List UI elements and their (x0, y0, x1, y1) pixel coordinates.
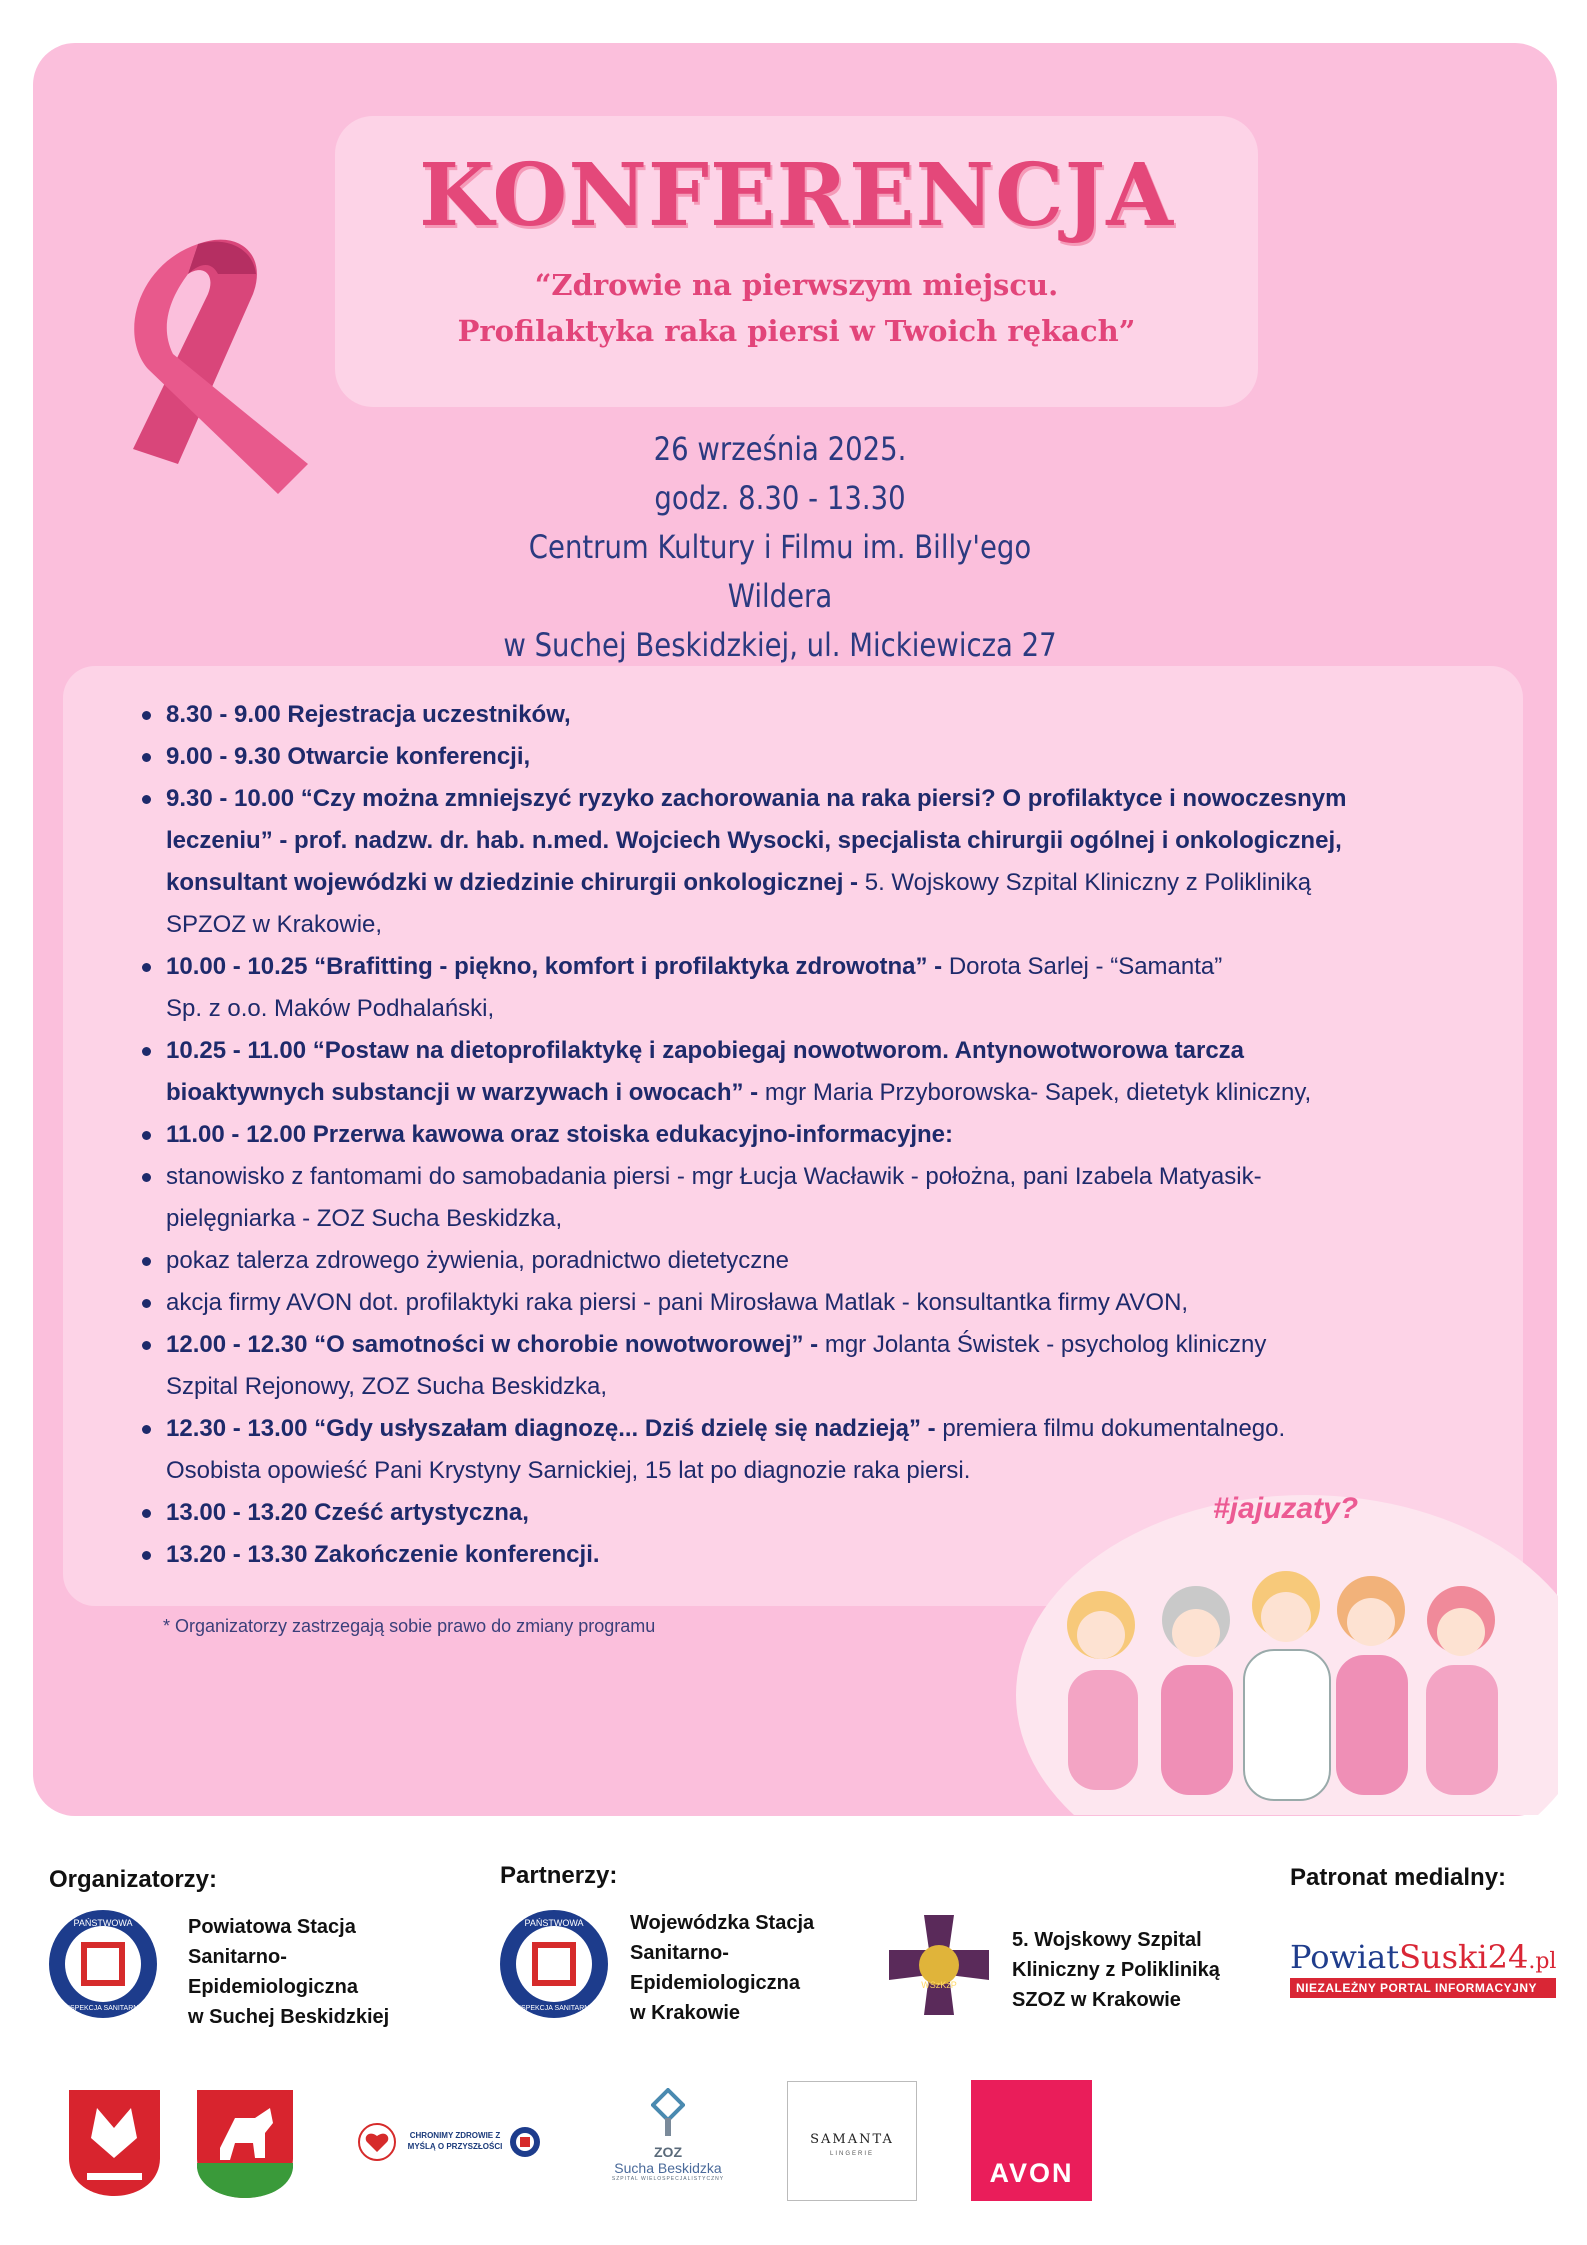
partner-2-text: 5. Wojskowy Szpital Kliniczny z Polikliniką SZOZ w Krakowie (1012, 1929, 1220, 2011)
agenda-item: 13.00 - 13.20 Cześć artystyczna, (166, 1492, 1511, 1534)
agenda-list (166, 666, 1511, 1576)
coat-of-arms-horse-icon (195, 2088, 295, 2200)
agenda-item-continuation: leczeniu” - prof. nadzw. dr. hab. n.med. Wojciech Wysocki, specjalista chirurgii ogólnej i onkologicznej, (166, 827, 1342, 854)
agenda-item: 12.00 - 12.30 “O samotności w chorobie nowotworowej” - mgr Jolanta Świstek - psycholog kliniczny (166, 1324, 1511, 1366)
agenda-item: 9.00 - 9.30 Otwarcie konferencji, (166, 736, 1511, 778)
zoz-emblem-icon (651, 2088, 685, 2138)
agenda-item-continuation: bioaktywnych substancji w warzywach i owocach” - mgr Maria Przyborowska- Sapek, dietetyk kliniczny, (166, 1079, 1312, 1106)
title-panel (335, 116, 1258, 407)
agenda-panel (63, 666, 1523, 1606)
pink-ribbon-icon (78, 234, 368, 534)
agenda-item: 10.25 - 11.00 “Postaw na dietoprofilaktykę i zapobiegaj nowotworom. Antynowotworowa tarcza (166, 1030, 1511, 1072)
event-date: 26 września 2025. (653, 430, 907, 468)
agenda-item: pokaz talerza zdrowego żywienia, poradnictwo dietetyczne (166, 1240, 1511, 1282)
agenda-item: 8.30 - 9.00 Rejestracja uczestników, (166, 694, 1511, 736)
agenda-item-continuation: Osobista opowieść Pani Krystyny Sarnickiej, 15 lat po diagnozie raka piersi. (166, 1457, 971, 1484)
svg-text:WSzKzP: WSzKzP (921, 1980, 957, 1990)
svg-text:INSPEKCJA SANITARNA: INSPEKCJA SANITARNA (62, 2005, 144, 2012)
sanitary-inspection-badge-icon (498, 1908, 610, 2020)
avon-logo: AVON (971, 2080, 1092, 2201)
women-group-illustration (1006, 1495, 1558, 1815)
agenda-item: 12.30 - 13.00 “Gdy usłyszałam diagnozę... Dziś dzielę się nadzieją” - premiera filmu dokumentalnego. (166, 1408, 1511, 1450)
zoz-sucha-logo: ZOZ Sucha Beskidzka SZPITAL WIELOSPECJALISTYCZNY (603, 2088, 733, 2182)
hashtag-label: #jajuzaty? (1213, 1492, 1359, 1525)
chronimy-zdrowie-logo: CHRONIMY ZDROWIE Z MYŚLĄ O PRZYSZŁOŚCI (357, 2122, 541, 2162)
heart-hands-icon (357, 2122, 397, 2162)
subtitle-line-2: Profilaktyka raka piersi w Twoich rękach” (457, 314, 1136, 348)
event-time: godz. 8.30 - 13.30 (654, 479, 906, 517)
agenda-item: 9.30 - 10.00 “Czy można zmniejszyć ryzyko zachorowania na raka piersi? O profilaktyce i nowoczesnym (166, 778, 1511, 820)
sanitary-inspection-badge-icon (47, 1908, 159, 2020)
agenda-item-continuation: konsultant wojewódzki w dziedzinie chirurgii onkologicznej - 5. Wojskowy Szpital Kliniczny z Polikliniką (166, 869, 1312, 896)
agenda-item-continuation: Sp. z o.o. Maków Podhalański, (166, 995, 495, 1022)
agenda-item: 11.00 - 12.00 Przerwa kawowa oraz stoiska edukacyjno-informacyjne: (166, 1114, 1511, 1156)
partner-1-text: Wojewódzka Stacja Sanitarno- Epidemiologiczna w Krakowie (630, 1912, 815, 2024)
event-venue-line-1: Centrum Kultury i Filmu im. Billy'ego Wildera (528, 528, 1032, 615)
agenda-item: akcja firmy AVON dot. profilaktyki raka piersi - pani Mirosława Matlak - konsultantka firmy AVON, (166, 1282, 1511, 1324)
coat-of-arms-eagle-icon (67, 2088, 162, 2198)
agenda-item-continuation: Szpital Rejonowy, ZOZ Sucha Beskidzka, (166, 1373, 608, 1400)
media-patron-title: Patronat medialny: (1290, 1864, 1507, 1891)
page-title: KONFERENCJA (418, 145, 1175, 246)
samanta-logo: SAMANTA LINGERIE (787, 2081, 917, 2201)
event-venue-line-2: w Suchej Beskidzkiej, ul. Mickiewicza 27 (503, 626, 1057, 664)
svg-text:PAŃSTWOWA: PAŃSTWOWA (73, 1918, 133, 1928)
organizer-1-text: Powiatowa Stacja Sanitarno- Epidemiologiczna w Suchej Beskidzkiej (188, 1916, 390, 2028)
svg-text:INSPEKCJA SANITARNA: INSPEKCJA SANITARNA (513, 2005, 595, 2012)
powiat-suski-logo: PowiatSuski24.pl NIEZALEŻNY PORTAL INFORMACYJNY (1290, 1938, 1556, 1998)
agenda-item-continuation: pielęgniarka - ZOZ Sucha Beskidzka, (166, 1205, 563, 1232)
agenda-item: stanowisko z fantomami do samobadania piersi - mgr Łucja Wacławik - położna, pani Izabela Matyasik- (166, 1156, 1511, 1198)
sanitary-small-badge-icon (509, 2126, 541, 2158)
svg-text:PAŃSTWOWA: PAŃSTWOWA (524, 1918, 584, 1928)
agenda-item-continuation: SPZOZ w Krakowie, (166, 911, 383, 938)
partners-title: Partnerzy: (500, 1862, 618, 1889)
military-hospital-cross-icon (884, 1910, 994, 2020)
event-info (479, 425, 1081, 670)
program-change-note: * Organizatorzy zastrzegają sobie prawo do zmiany programu (163, 1616, 656, 1636)
agenda-item: 10.00 - 10.25 “Brafitting - piękno, komfort i profilaktyka zdrowotna” - Dorota Sarlej - “Samanta” (166, 946, 1511, 988)
organizers-title: Organizatorzy: (49, 1866, 218, 1893)
subtitle-line-1: “Zdrowie na pierwszym miejscu. (534, 268, 1059, 302)
agenda-item: 13.20 - 13.30 Zakończenie konferencji. (166, 1534, 1511, 1576)
